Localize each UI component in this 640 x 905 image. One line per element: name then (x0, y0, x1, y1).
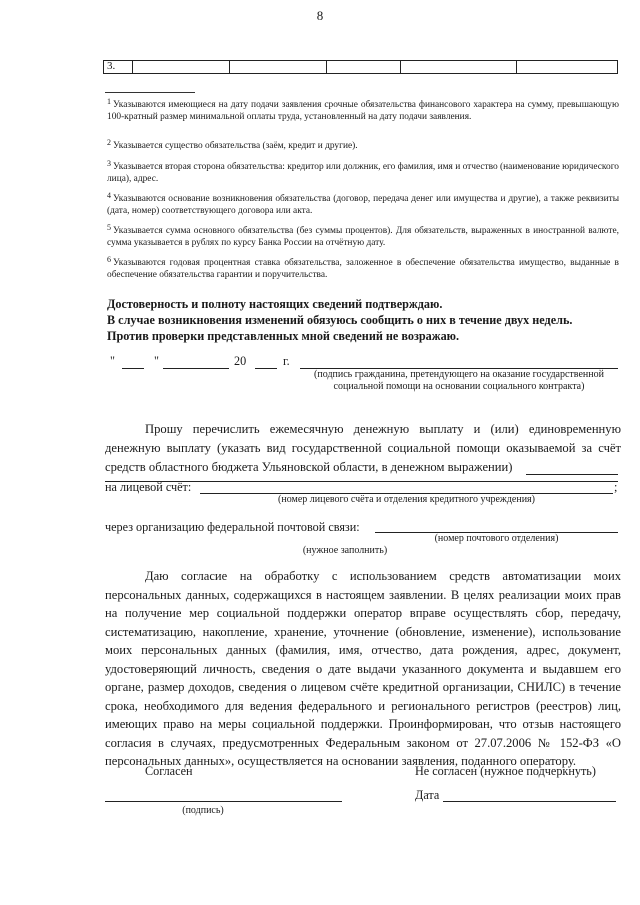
date-label: Дата (415, 788, 440, 802)
year-field[interactable] (255, 368, 277, 369)
signature-label: (подпись) (182, 805, 224, 816)
date-quote-close: " (154, 354, 159, 368)
footnote-1: $^1$ Указываются имеющиеся на дату подачи заявления срочные обязательства финансового характера на сумму, превышающую 100-кратный размер минимальной оплаты труда, установленный на дату подачи заявления. (107, 97, 619, 122)
table-cell (132, 61, 133, 73)
footnote-3: $^3$ Указывается вторая сторона обязательства: кредитор или должник, его фамилия, имя и отчество (наименование юридического лица), адрес. (107, 159, 619, 184)
footnote-4: $^4$ Указываются основание возникновения обязательства (договор, передача денег или имущества и другие), а также реквизиты (дата, номер) соответствующего договора или акта. (107, 191, 619, 216)
agree-option[interactable]: Согласен (145, 764, 193, 778)
certification-line: Достоверность и полноту настоящих сведений подтверждаю. (107, 297, 443, 311)
table-cell (400, 61, 401, 73)
obligations-table-row (103, 60, 618, 74)
footnote-2: $^2$ Указывается существо обязательства (заём, кредит и другие). (107, 138, 358, 151)
postal-caption: (номер почтового отделения) (434, 533, 559, 544)
table-cell (229, 61, 230, 73)
month-field[interactable] (163, 368, 229, 369)
day-field[interactable] (122, 368, 144, 369)
certification-line: Против проверки представленных мной сведений не возражаю. (107, 329, 460, 343)
footnote-5: $^5$ Указывается сумма основного обязательства (без суммы процентов). Для обязательств, выраженных в иностранной валюте, сумма указывается в рублях по курсу Банка России на отчётную дату. (107, 223, 619, 248)
year-suffix: г. (283, 354, 290, 368)
table-row-number: 3. (107, 60, 116, 72)
signature-caption: (подпись гражданина, претендующего на оказание государственной социальной помощи на основании социального контракта) (314, 369, 604, 392)
certification-line: В случае возникновения изменений обязуюсь сообщить о них в течение двух недель. (107, 313, 573, 327)
certification-block (107, 296, 622, 344)
year-prefix: 20 (234, 354, 247, 368)
payment-request: Прошу перечислить ежемесячную денежную выплату и (или) единовременную денежную выплату (указать вид государственной социальной помощи оказываемой за счёт средств областного бюджета Ульяновской области, в денежном выражении) (105, 422, 621, 474)
account-end: ; (614, 480, 618, 494)
account-label: на лицевой счёт: (105, 480, 192, 494)
table-cell (326, 61, 327, 73)
date-quote-open: " (110, 354, 115, 368)
disagree-option[interactable]: Не согласен (нужное подчеркнуть) (415, 764, 596, 778)
consent-signature-field[interactable] (105, 801, 342, 802)
postal-label: через организацию федеральной почтовой связи: (105, 520, 360, 534)
footnote-separator (105, 92, 195, 93)
fill-note: (нужное заполнить) (302, 545, 388, 556)
table-cell (516, 61, 517, 73)
consent-text: Даю согласие на обработку с использованием средств автоматизации моих персональных данных, содержащихся в настоящем заявлении. В целях реализации моих прав на получение мер социальной поддержки оператор вправе осуществлять сбор, передачу, систематизацию, накопление, хранение, уточнение (обновление, изменение), использование моих персональных данных (фамилия, имя, отчество, дата рождения, адрес, документ, удостоверяющий личность, сведения о дате выдачи указанного документа и выдавшем его органе, размер доходов, сведения о лицевом счёте кредитной организации, СНИЛС) в течение срока, необходимого для ведения федерального и регионального регистров (реестров) лиц, имеющих право на меры социальной поддержки. Проинформирован, что отзыв настоящего согласия в случаях, предусмотренных Федеральным законом от 27.07.2006 № 152-ФЗ «О персональных данных», осуществляется на основании заявления, поданного оператору. (105, 569, 621, 768)
payment-amount-field[interactable] (526, 474, 618, 475)
page-number: 8 (316, 8, 324, 23)
footnote-6: $^6$ Указываются годовая процентная ставка обязательства, заложенное в обеспечение обязательства имущество, выданные в обеспечение обязательства гарантии и поручительства. (107, 255, 619, 280)
consent-date-field[interactable] (443, 801, 616, 802)
account-caption: (номер лицевого счёта и отделения кредитного учреждения) (278, 494, 535, 505)
